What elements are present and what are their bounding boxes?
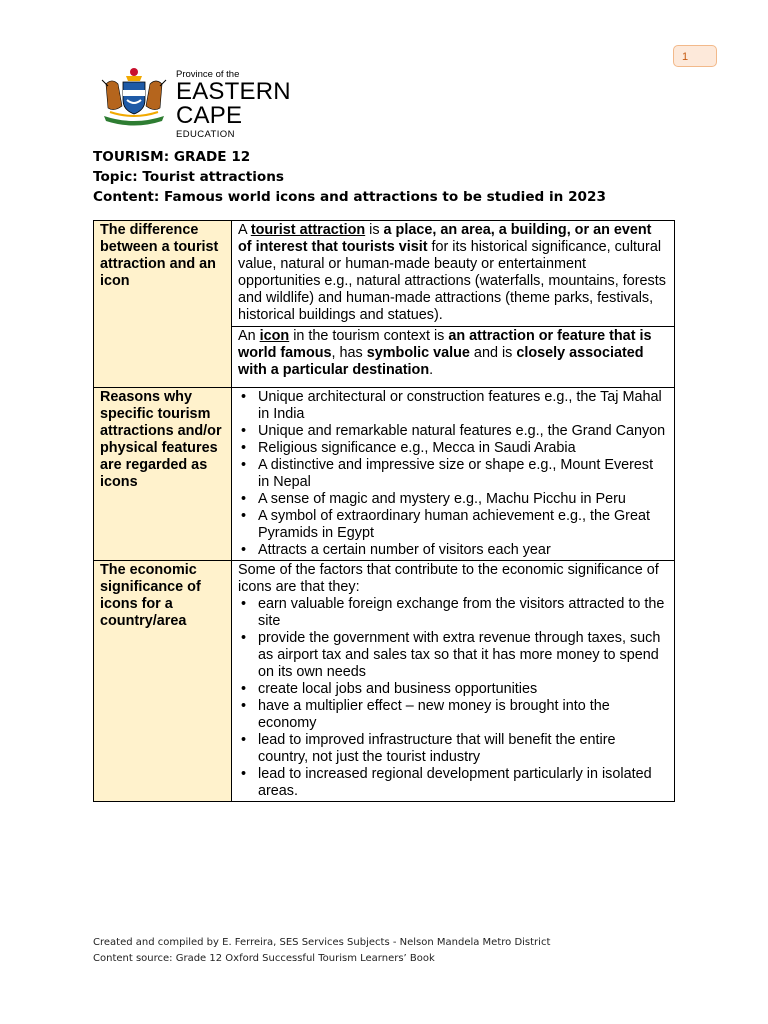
- logo-eastern-cape: EASTERN CAPE: [176, 78, 291, 129]
- row-heading: The economic significance of icons for a country/area: [94, 561, 232, 802]
- list-item: • lead to increased regional development particularly in isolated areas.: [258, 766, 668, 800]
- text: in the tourism context is: [289, 328, 449, 344]
- list-item: • Unique and remarkable natural features e.g., the Grand Canyon: [258, 423, 668, 440]
- icon-definition: [232, 327, 675, 388]
- tourist-attraction-definition: [232, 221, 675, 327]
- bold-text: closely associated with a particular destination: [238, 345, 644, 378]
- list-item: • Attracts a certain number of visitors each year: [258, 542, 668, 559]
- bold-text: an attraction or feature that is world famous: [238, 328, 652, 361]
- footer-source: Content source: Grade 12 Oxford Successful Tourism Learners’ Book: [93, 953, 435, 964]
- term-tourist-attraction: tourist attraction: [250, 222, 366, 238]
- list-item: • Religious significance e.g., Mecca in Saudi Arabia: [258, 440, 668, 457]
- table-row: [94, 561, 675, 802]
- text: is: [365, 222, 384, 238]
- text: A: [238, 222, 251, 238]
- row-heading: The difference between a tourist attraction and an icon: [94, 221, 232, 388]
- list-item: • create local jobs and business opportunities: [258, 681, 668, 698]
- text: , has: [331, 345, 367, 361]
- term-icon: icon: [259, 328, 290, 344]
- bullet-list: [238, 389, 668, 559]
- row-heading: Reasons why specific tourism attractions and/or physical features are regarded as icons: [94, 388, 232, 561]
- coat-of-arms-icon: [96, 66, 172, 128]
- table-row: [94, 221, 675, 327]
- page-number: 1: [673, 45, 717, 67]
- list-item: • provide the government with extra revenue through taxes, such as airport tax and sales tax so that it has more money to spend on its own needs: [258, 630, 668, 681]
- list-item: • earn valuable foreign exchange from the visitors attracted to the site: [258, 596, 668, 630]
- reasons-list-cell: [232, 388, 675, 561]
- text: An: [238, 328, 260, 344]
- bold-text: a place, an area, a building, or an event of interest that tourists visit: [238, 222, 652, 255]
- list-item: • A sense of magic and mystery e.g., Machu Picchu in Peru: [258, 491, 668, 508]
- footer: [93, 935, 550, 967]
- content-table: [93, 220, 675, 802]
- eastern-cape-logo: [96, 66, 346, 140]
- logo-province-of-the: Province of the: [176, 69, 240, 80]
- document-content: Content: Famous world icons and attractions to be studied in 2023: [93, 189, 606, 205]
- logo-text: [176, 66, 346, 140]
- list-item: • A distinctive and impressive size or shape e.g., Mount Everest in Nepal: [258, 457, 668, 491]
- bullet-list: [238, 596, 668, 800]
- intro-text: Some of the factors that contribute to the economic significance of icons are that they:: [238, 562, 659, 595]
- document-topic: Topic: Tourist attractions: [93, 169, 284, 185]
- list-item: • have a multiplier effect – new money is brought into the economy: [258, 698, 668, 732]
- bold-text: symbolic value: [366, 345, 470, 361]
- economic-significance-cell: [232, 561, 675, 802]
- text: for its historical significance, cultural value, natural or human-made beauty or entertainment opportunities e.g., natural attractions (waterfalls, mountains, forests and wildlife) and human-made attractions (theme parks, festivals, historical buildings and statues).: [238, 239, 666, 323]
- text: and is: [469, 345, 517, 361]
- text: .: [429, 362, 434, 378]
- document-header: [93, 147, 606, 207]
- document-title: TOURISM: GRADE 12: [93, 149, 251, 165]
- footer-credit: Created and compiled by E. Ferreira, SES Services Subjects - Nelson Mandela Metro District: [93, 937, 551, 948]
- list-item: • Unique architectural or construction features e.g., the Taj Mahal in India: [258, 389, 668, 423]
- list-item: • A symbol of extraordinary human achievement e.g., the Great Pyramids in Egypt: [258, 508, 668, 542]
- logo-education: EDUCATION: [176, 129, 235, 140]
- list-item: • lead to improved infrastructure that will benefit the entire country, not just the tourist industry: [258, 732, 668, 766]
- table-row: [94, 388, 675, 561]
